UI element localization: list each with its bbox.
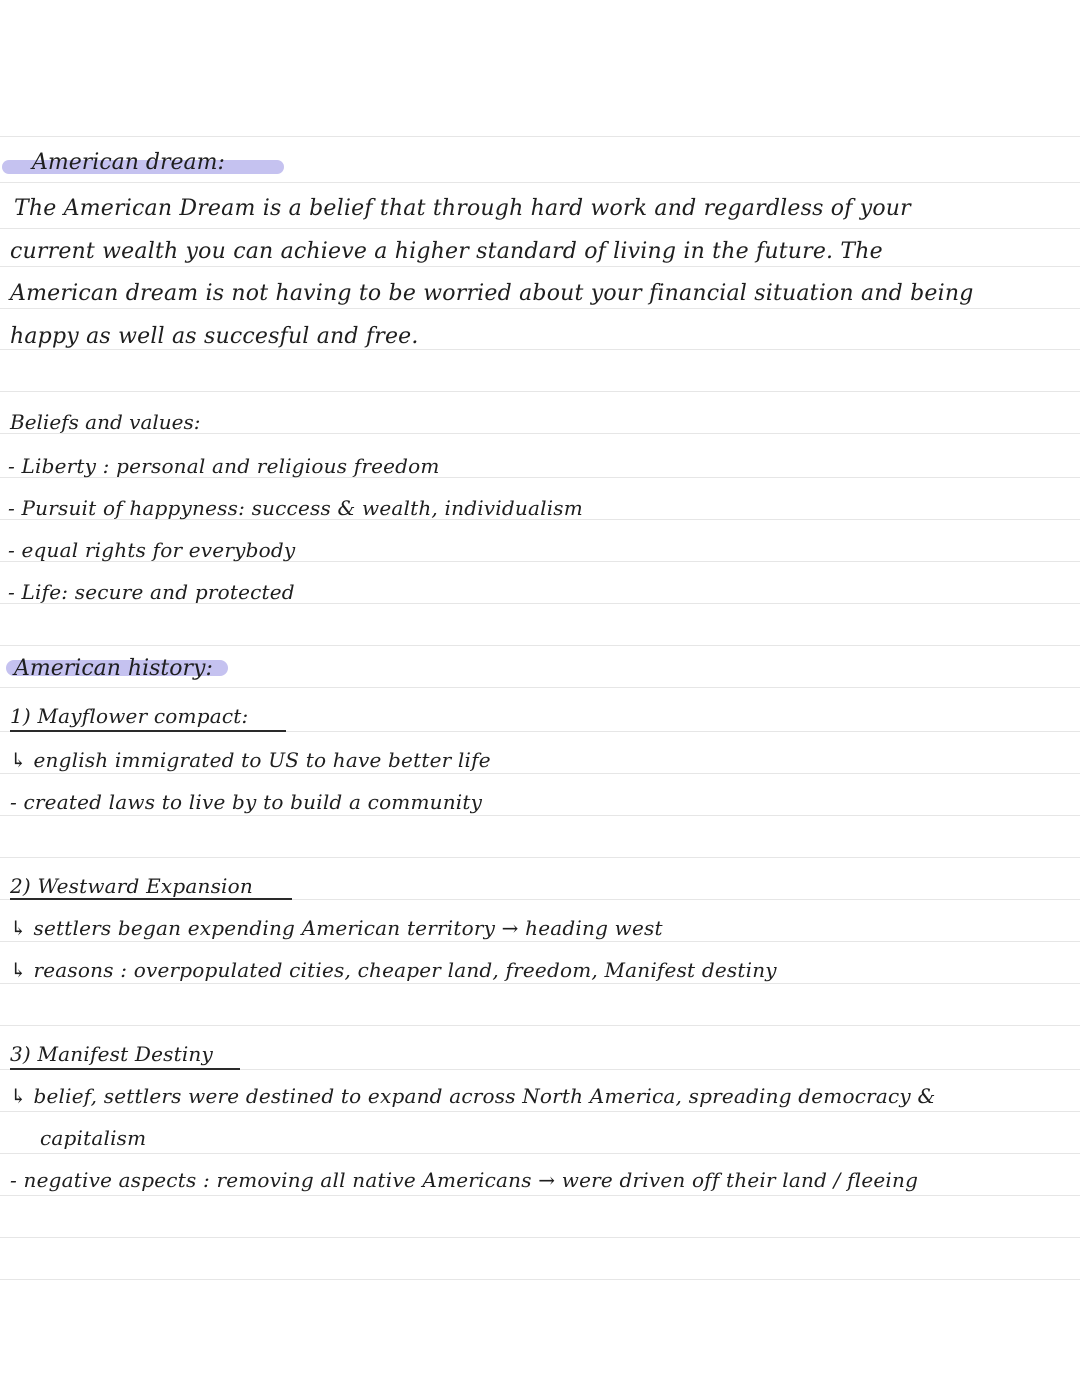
ruled-line — [0, 1195, 1080, 1196]
american-history-heading: American history: — [14, 656, 213, 681]
westward-line-2: ↳ reasons : overpopulated cities, cheaper land, freedom, Manifest destiny — [10, 958, 777, 982]
beliefs-item: - Liberty : personal and religious freedom — [8, 454, 440, 478]
ruled-line — [0, 266, 1080, 267]
american-dream-text-line-4: happy as well as succesful and free. — [10, 324, 419, 349]
ruled-line — [0, 1279, 1080, 1280]
mayflower-line-1: ↳ english immigrated to US to have better life — [10, 748, 491, 772]
beliefs-item: - Life: secure and protected — [8, 580, 295, 604]
beliefs-item: - equal rights for everybody — [8, 538, 296, 562]
mayflower-title-underline — [10, 730, 286, 732]
ruled-line — [0, 1111, 1080, 1112]
american-dream-heading: American dream: — [32, 150, 225, 175]
ruled-line — [0, 182, 1080, 183]
american-dream-text-line-3: American dream is not having to be worried about your financial situation and being — [10, 281, 974, 306]
ruled-line — [0, 228, 1080, 229]
ruled-line — [0, 983, 1080, 984]
manifest-line-1: ↳ belief, settlers were destined to expand across North America, spreading democracy & — [10, 1084, 936, 1108]
ruled-line — [0, 941, 1080, 942]
westward-title: 2) Westward Expansion — [10, 874, 253, 898]
ruled-line — [0, 1153, 1080, 1154]
ruled-line — [0, 1237, 1080, 1238]
ruled-line — [0, 773, 1080, 774]
ruled-line — [0, 136, 1080, 137]
ruled-line — [0, 308, 1080, 309]
beliefs-item: - Pursuit of happyness: success & wealth, individualism — [8, 496, 583, 520]
ruled-line — [0, 1025, 1080, 1026]
manifest-line-2: capitalism — [40, 1126, 147, 1150]
ruled-line — [0, 857, 1080, 858]
manifest-title: 3) Manifest Destiny — [10, 1042, 214, 1066]
ruled-line — [0, 815, 1080, 816]
ruled-line — [0, 645, 1080, 646]
ruled-line — [0, 349, 1080, 350]
westward-title-underline — [10, 898, 292, 900]
manifest-line-3: - negative aspects : removing all native Americans → were driven off their land / fleeing — [10, 1168, 919, 1192]
american-dream-text-line-1: The American Dream is a belief that through hard work and regardless of your — [14, 196, 911, 221]
beliefs-heading: Beliefs and values: — [10, 410, 201, 434]
ruled-line — [0, 687, 1080, 688]
mayflower-title: 1) Mayflower compact: — [10, 704, 249, 728]
westward-line-1: ↳ settlers began expending American territory → heading west — [10, 916, 663, 940]
american-dream-text-line-2: current wealth you can achieve a higher standard of living in the future. The — [10, 239, 883, 264]
ruled-line — [0, 391, 1080, 392]
manifest-title-underline — [10, 1068, 240, 1070]
mayflower-line-2: - created laws to live by to build a community — [10, 790, 483, 814]
